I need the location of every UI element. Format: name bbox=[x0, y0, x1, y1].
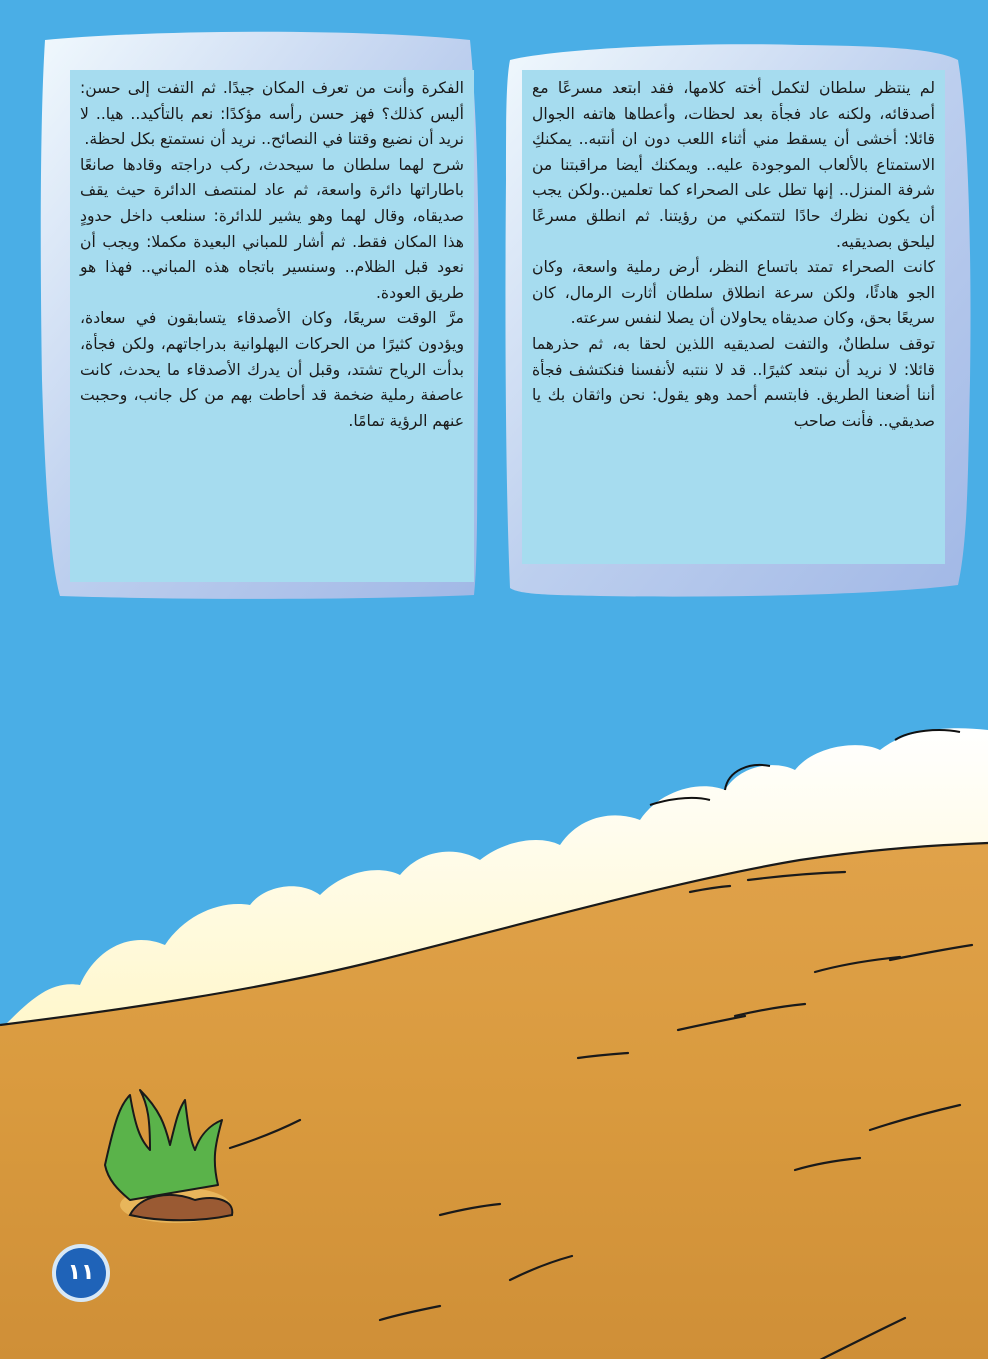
story-text-panel-left bbox=[70, 70, 474, 582]
paragraph: توقف سلطانٌ، والتفت لصديقيه اللذين لحقا به، ثم حذرهما قائلا: لا نريد أن نبتعد كثيرًا.. قد لا ننتبه لأنفسنا فنكتشف فجأة أننا أضعنا الطريق. فابتسم أحمد وهو يقول: نحن واثقان بك يا صديقي.. فأنت صاحب bbox=[532, 334, 935, 430]
paragraph: الفكرة وأنت من تعرف المكان جيدًا. ثم التفت إلى حسن: أليس كذلك؟ فهز حسن رأسه مؤكدًا: نعم بالتأكيد.. هيا.. لا نريد أن نضيع وقتنا في النصائح.. نريد أن نستمتع بكل لحظة. bbox=[80, 79, 464, 149]
page-number-badge: ١١ bbox=[52, 1244, 110, 1302]
paragraph: مرَّ الوقت سريعًا، وكان الأصدقاء يتسابقون في سعادة، ويؤدون كثيرًا من الحركات البهلوانية بدراجاتهم، ولكن فجأة، بدأت الرياح تشتد، وقبل أن يدرك الأصدقاء ما يحدث، كانت عاصفة رملية ضخمة قد أحاطت بهم من كل جانب، وحجبت عنهم الرؤية تمامًا. bbox=[80, 309, 464, 430]
paragraph: كانت الصحراء تمتد باتساع النظر، أرض رملية واسعة، وكان الجو هادئًا، ولكن سرعة انطلاق سلطان أثارت الرمال، كان سريعًا بحق، وكان صديقاه يحاولان أن يصلا لنفس سرعته. bbox=[532, 258, 935, 328]
story-text-panel-right bbox=[522, 70, 945, 564]
paragraph: لم ينتظر سلطان لتكمل أخته كلامها، فقد ابتعد مسرعًا مع أصدقائه، ولكنه عاد فجأة بعد لحظات، وأعطاها هاتفه الجوال قائلا: أخشى أن يسقط مني أثناء اللعب دون ان أنتبه.. يمكنكِ الاستمتاع بالألعاب الموجودة عليه.. ويمكنك أيضا مراقبتنا من شرفة المنزل.. إنها تطل على الصحراء كما تعلمين..ولكن يجب أن يكون نظرك حادًا لتتمكني من رؤيتنا. ثم انطلق مسرعًا ليلحق بصديقيه. bbox=[532, 79, 935, 251]
paragraph: شرح لهما سلطان ما سيحدث، ركب دراجته وقادها صانعًا باطاراتها دائرة واسعة، ثم عاد لمنتصف الدائرة حيث يقف صديقاه، وقال لهما وهو يشير للدائرة: سنلعب داخل حدودٍ هذا المكان فقط. ثم أشار للمباني البعيدة مكملا: ويجب أن نعود قبل الظلام.. وسنسير باتجاه هذه المباني.. فهذا هو طريق العودة. bbox=[80, 155, 464, 302]
